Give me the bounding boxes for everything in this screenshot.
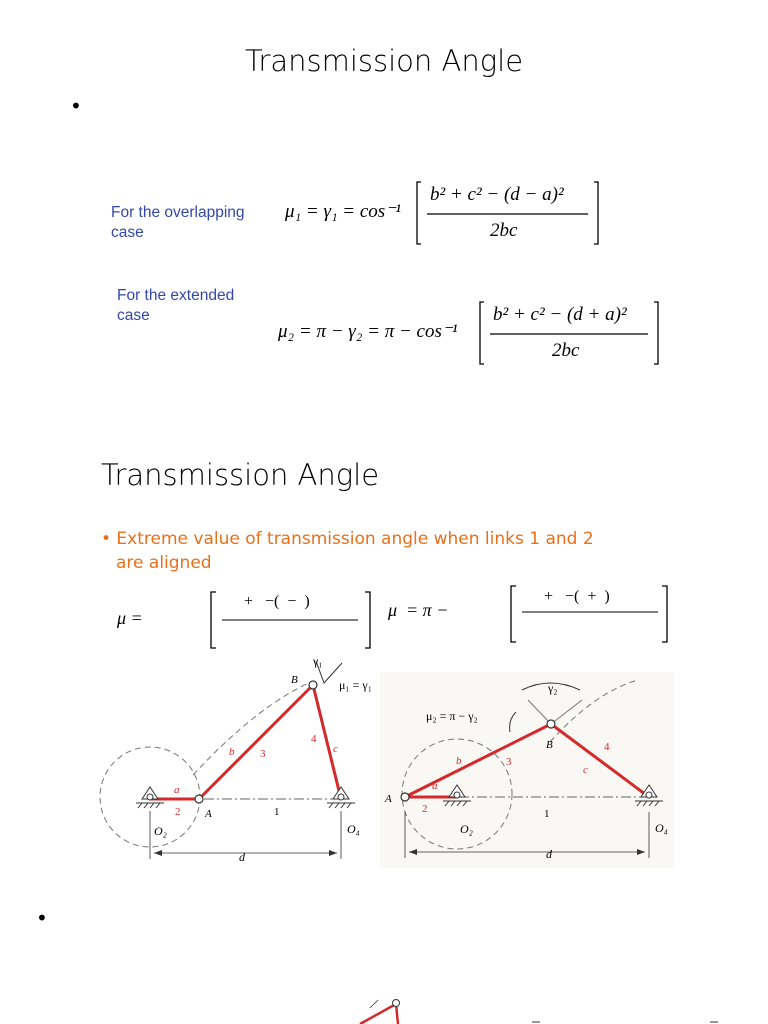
label-O2: O₂ bbox=[460, 822, 473, 836]
label-a: a bbox=[432, 780, 438, 792]
equation-overlapping bbox=[285, 180, 605, 246]
eq1-lhs: μ₁ = γ₁ = cos⁻¹ bbox=[285, 201, 401, 222]
eq1-numerator: b² + c² − (d − a)² bbox=[430, 184, 564, 205]
extended-label bbox=[117, 286, 234, 326]
label-b: b bbox=[229, 746, 235, 758]
formula-left-numerator: + −( − ) bbox=[244, 593, 310, 610]
joint-B bbox=[547, 720, 555, 728]
label-3: 3 bbox=[260, 748, 266, 760]
slide1-title: Transmission Angle bbox=[244, 44, 524, 78]
equation-extended bbox=[278, 300, 663, 366]
overlapping-label-line1: For the overlapping bbox=[111, 204, 245, 221]
slide2-title: Transmission Angle bbox=[101, 458, 380, 492]
label-O4: O₄ bbox=[347, 822, 360, 836]
extended-label-line1: For the extended bbox=[117, 287, 235, 304]
fourbar-figure-extended bbox=[380, 672, 674, 868]
eq1-denominator: 2bc bbox=[490, 220, 518, 241]
label-A: A bbox=[205, 808, 212, 820]
slide2-bullet bbox=[101, 527, 594, 575]
label-3: 3 bbox=[506, 756, 512, 768]
joint-A bbox=[195, 795, 203, 803]
overlapping-label bbox=[111, 203, 245, 243]
slide3-figure-partial bbox=[340, 996, 730, 1024]
label-2: 2 bbox=[175, 806, 181, 818]
extended-label-line2: case bbox=[117, 307, 150, 324]
joint-B bbox=[309, 681, 317, 689]
formula-right-numerator: + −( + ) bbox=[544, 588, 610, 605]
slide3-bullet: • bbox=[36, 906, 48, 930]
eq2-denominator: 2bc bbox=[552, 340, 580, 361]
eq2-lhs: μ₂ = π − γ₂ = π − cos⁻¹ bbox=[278, 321, 458, 342]
label-B: B bbox=[291, 674, 298, 686]
link-c bbox=[313, 685, 341, 799]
slide1-bullet: • bbox=[70, 94, 82, 118]
formula-left-lhs: μ = bbox=[117, 608, 143, 628]
label-1: 1 bbox=[544, 808, 550, 820]
label-A: A bbox=[385, 793, 392, 805]
fourbar-figure-overlapping bbox=[98, 645, 388, 870]
pivot-O4 bbox=[327, 787, 355, 808]
label-1: 1 bbox=[274, 806, 280, 818]
label-2: 2 bbox=[422, 803, 428, 815]
label-gamma1: γ₁ bbox=[313, 654, 323, 668]
link-b bbox=[199, 685, 313, 799]
label-O2: O₂ bbox=[154, 824, 167, 838]
label-b: b bbox=[456, 755, 462, 767]
label-c: c bbox=[583, 764, 588, 776]
label-d: d bbox=[546, 847, 552, 861]
label-4: 4 bbox=[311, 733, 317, 745]
label-d: d bbox=[239, 850, 245, 864]
label-mu1-eq: μ₁ = γ₁ bbox=[339, 678, 372, 692]
coupler-arc bbox=[193, 681, 313, 775]
formula-right-lhs: μ = π − bbox=[388, 600, 449, 620]
slide2-bullet-line1: • Extreme value of transmission angle when links 1 and 2 bbox=[101, 529, 594, 549]
label-a: a bbox=[174, 784, 180, 796]
label-4: 4 bbox=[604, 741, 610, 753]
slide2-bullet-line2: are aligned bbox=[116, 553, 212, 573]
joint-A bbox=[401, 793, 409, 801]
label-c: c bbox=[333, 743, 338, 755]
label-gamma2: γ₂ bbox=[548, 681, 558, 695]
label-B: B bbox=[546, 739, 553, 751]
label-O4: O₄ bbox=[655, 821, 668, 835]
overlapping-label-line2: case bbox=[111, 224, 144, 241]
eq2-numerator: b² + c² − (d + a)² bbox=[493, 304, 627, 325]
label-mu2-eq: μ₂ = π − γ₂ bbox=[426, 709, 478, 723]
